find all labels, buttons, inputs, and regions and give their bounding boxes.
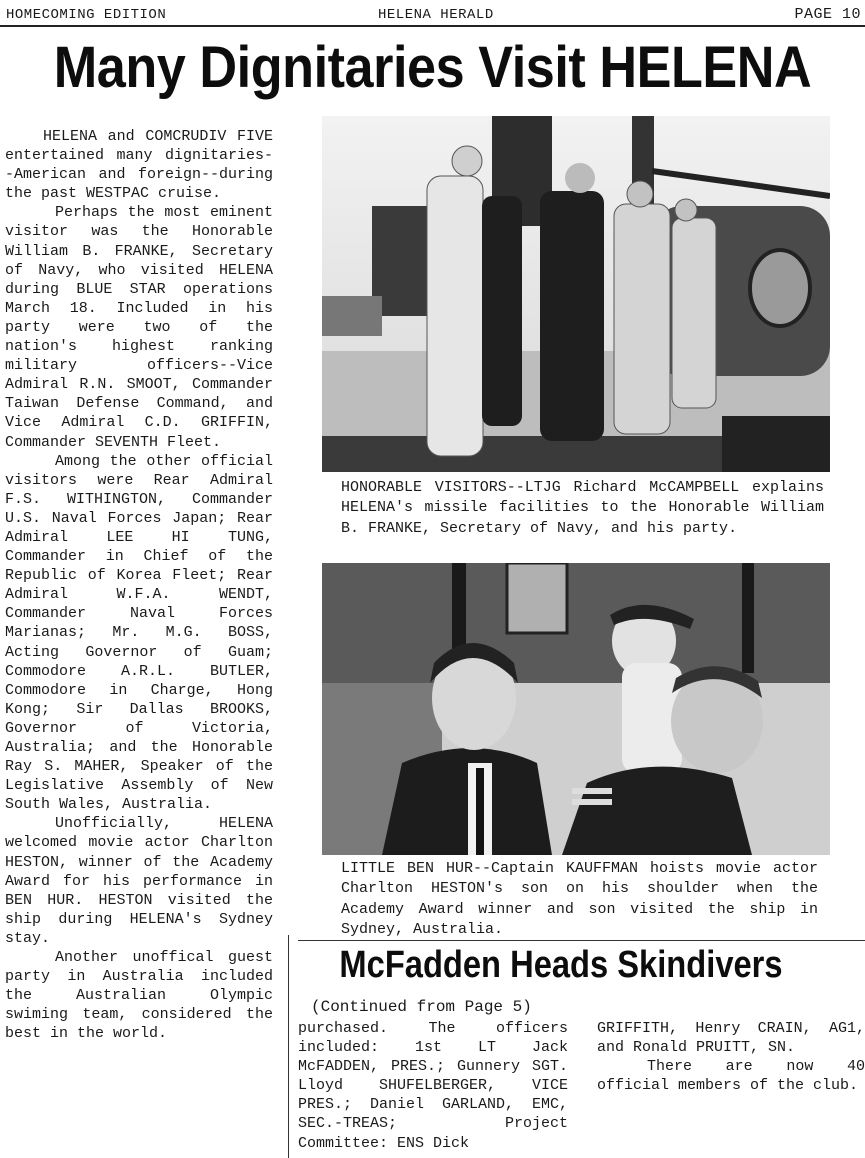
- edition-label: HOMECOMING EDITION: [6, 7, 167, 23]
- masthead-bar: [0, 4, 865, 26]
- photo-dignitaries-image: [322, 116, 830, 472]
- photo-little-ben-hur-image: [322, 563, 830, 855]
- second-article-column-2: [597, 1019, 865, 1095]
- column-divider: [288, 935, 289, 1158]
- main-headline: Many Dignitaries Visit HELENA: [53, 35, 812, 100]
- newspaper-name: HELENA HERALD: [378, 7, 494, 23]
- article-paragraph: Another unoffical guest party in Australia included the Australian Olympic swiming team, considered the best in the world.: [5, 949, 273, 1043]
- header-divider: [0, 25, 865, 27]
- main-article-body: [5, 127, 273, 1044]
- photo-caption-little-ben-hur: LITTLE BEN HUR--Captain KAUFFMAN hoists movie actor Charlton HESTON's son on his shoulder when the Academy Award winner and son visited the ship in Sydney, Australia.: [341, 860, 818, 938]
- article-paragraph: There are now 40 official members of the club.: [597, 1058, 865, 1095]
- article-paragraph: Unofficially, HELENA welcomed movie actor Charlton HESTON, winner of the Academy Award for his performance in BEN HUR. HESTON visited the ship during HELENA's Sydney stay.: [5, 815, 273, 947]
- continued-note: (Continued from Page 5): [311, 998, 532, 1016]
- photo-dignitaries-on-deck: [322, 116, 830, 472]
- article-paragraph: purchased. The officers included: 1st LT Jack McFADDEN, PRES.; Gunnery SGT. Lloyd SHUFELBERGER, VICE PRES.; Daniel GARLAND, EMC, SEC.-TREAS; Project Committee: ENS Dick: [298, 1020, 568, 1152]
- second-headline: McFadden Heads Skindivers: [339, 944, 783, 986]
- article-paragraph: HELENA and COMCRUDIV FIVE entertained many dignitaries--American and foreign--during the past WESTPAC cruise.: [5, 128, 273, 203]
- page-number: PAGE 10: [794, 6, 861, 23]
- article-paragraph: Among the other official visitors were Rear Admiral F.S. WITHINGTON, Commander U.S. Naval Forces Japan; Rear Admiral LEE HI TUNG, Commander in Chief of the Republic of Korea Fleet; Rear Admiral W.F.A. WENDT, Commander Naval Forces Marianas; Mr. M.G. BOSS, Acting Governor of Guam; Commodore A.R.L. BUTLER, Commodore in Charge, Hong Kong; Sir Dallas BROOKS, Governor of Victoria, Australia; and the Honorable Ray S. MAHER, Speaker of the Legislative Assembly of New South Wales, Australia.: [5, 452, 273, 814]
- article-paragraph: GRIFFITH, Henry CRAIN, AG1, and Ronald PRUITT, SN.: [597, 1020, 865, 1057]
- article-paragraph: Perhaps the most eminent visitor was the Honorable William B. FRANKE, Secretary of Navy, who visited HELENA during BLUE STAR operations March 18. Included in his party were two of the nation's highest ranking military officers--Vice Admiral R.N. SMOOT, Commander Taiwan Defense Command, and Vice Admiral C.D. GRIFFIN, Commander SEVENTH Fleet.: [5, 204, 273, 451]
- second-article-column-1: [298, 1019, 568, 1153]
- photo-little-ben-hur: [322, 563, 830, 855]
- section-divider: [298, 940, 865, 941]
- photo-caption-honorable-visitors: HONORABLE VISITORS--LTJG Richard McCAMPBELL explains HELENA's missile facilities to the Honorable William B. FRANKE, Secretary of Navy, and his party.: [341, 479, 824, 537]
